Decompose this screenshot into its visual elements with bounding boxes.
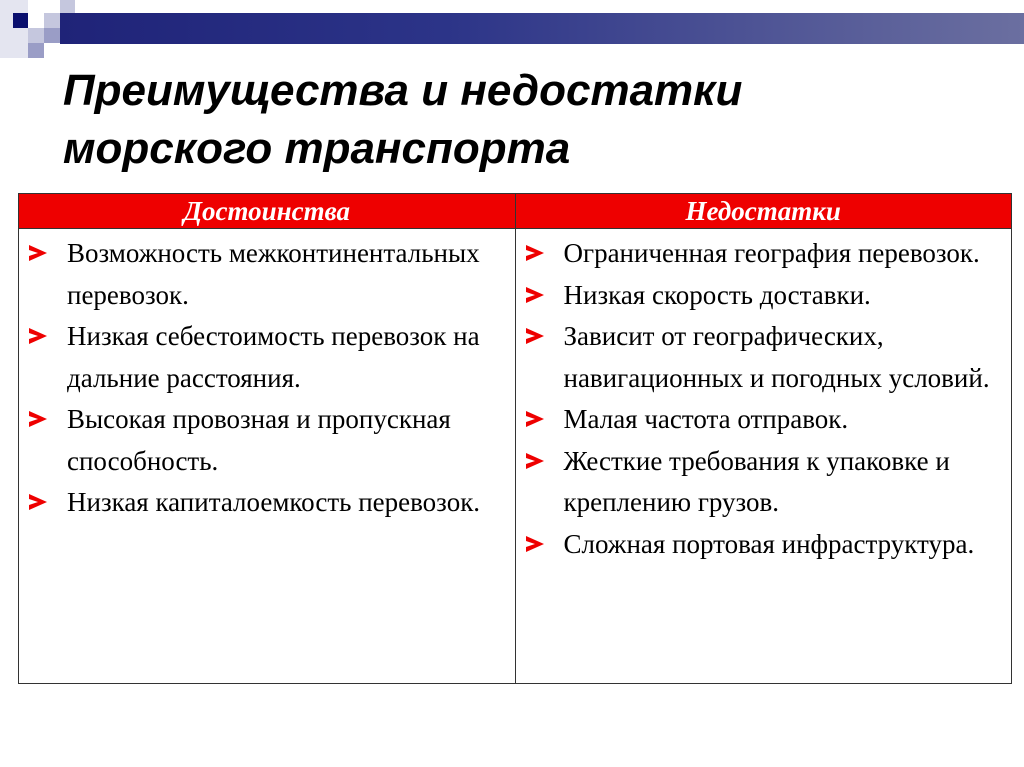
list-item-text: Высокая провозная и пропускная способность.	[67, 404, 451, 476]
list-item-text: Малая частота отправок.	[563, 404, 849, 434]
title-line-2: морского транспорта	[63, 124, 571, 173]
list-item	[27, 316, 511, 399]
arrow-bullet-icon	[526, 453, 544, 469]
list-item	[27, 399, 511, 482]
header-bar	[60, 13, 1024, 44]
title-line-1: Преимущества и недостатки	[63, 66, 743, 115]
list-item-text: Возможность межконтинентальных перевозок.	[67, 238, 480, 310]
header-disadvantages: Недостатки	[515, 194, 1012, 229]
disadvantages-cell	[515, 229, 1012, 684]
arrow-bullet-icon	[526, 245, 544, 261]
list-item	[524, 316, 1008, 399]
comparison-table	[18, 193, 1012, 684]
list-item-text: Низкая капиталоемкость перевозок.	[67, 487, 481, 517]
list-item	[27, 482, 511, 524]
list-item	[524, 399, 1008, 441]
header-advantages: Достоинства	[19, 194, 516, 229]
arrow-bullet-icon	[526, 536, 544, 552]
list-item-text: Сложная портовая инфраструктура.	[563, 528, 975, 559]
list-item	[524, 275, 1008, 317]
arrow-bullet-icon	[29, 245, 47, 261]
list-item	[524, 441, 1008, 524]
arrow-bullet-icon	[526, 411, 544, 427]
arrow-bullet-icon	[29, 328, 47, 344]
list-item-text: Жесткие требования к упаковке и креплению грузов.	[563, 445, 950, 517]
list-item	[27, 233, 511, 316]
list-item-text: Ограниченная география перевозок.	[563, 238, 980, 268]
list-item	[524, 233, 1008, 275]
arrow-bullet-icon	[29, 411, 47, 427]
list-item-text: Низкая себестоимость перевозок на дальние расстояния.	[67, 321, 480, 393]
list-item	[524, 524, 1008, 566]
arrow-bullet-icon	[526, 328, 544, 344]
list-item-text: Зависит от географических, навигационных и погодных условий.	[563, 321, 990, 393]
advantages-cell	[19, 229, 516, 684]
list-item-text: Низкая скорость доставки.	[563, 279, 871, 310]
arrow-bullet-icon	[29, 494, 47, 510]
slide-title	[63, 62, 742, 178]
arrow-bullet-icon	[526, 287, 544, 303]
